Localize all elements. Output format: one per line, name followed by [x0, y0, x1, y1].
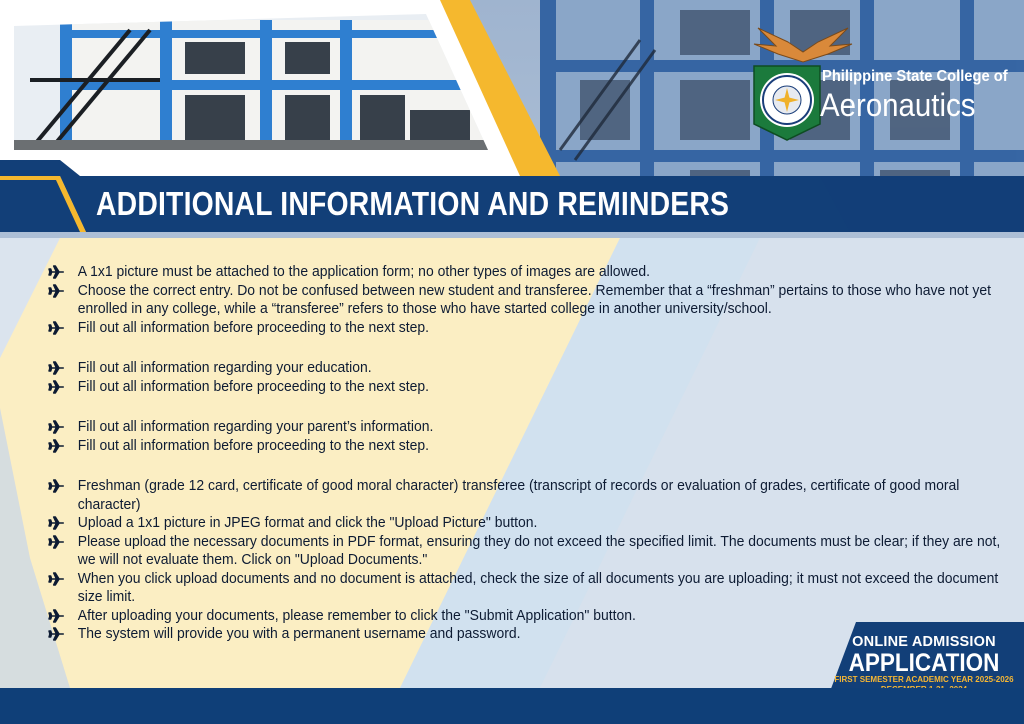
reminder-text: Fill out all information before proceeding to the next step. — [77, 318, 430, 336]
reminder-text: Upload a 1x1 picture in JPEG format and click the "Upload Picture" button. — [77, 514, 538, 531]
airplane-icon — [48, 419, 65, 435]
reminder-text: The system will provide you with a permanent username and password. — [77, 625, 521, 642]
reminder-item — [48, 359, 1008, 378]
group-spacer — [48, 337, 998, 359]
reminder-item — [48, 282, 1008, 319]
badge-application: APPLICATION — [848, 649, 1000, 677]
group-spacer — [48, 396, 998, 418]
airplane-icon — [48, 515, 65, 531]
logo-text-aeronautics: Aeronautics — [820, 87, 976, 123]
airplane-icon — [48, 360, 65, 376]
airplane-icon — [48, 379, 65, 395]
logo-text-college: Philippine State College of — [822, 68, 1008, 85]
reminder-item — [48, 263, 1008, 282]
airplane-icon — [48, 626, 65, 642]
group-spacer — [48, 455, 998, 477]
airplane-icon — [48, 478, 65, 494]
reminder-text: Freshman (grade 12 card, certificate of good moral character) transferee (transcript of records or evaluation of grades, certificate of good moral character) — [77, 477, 960, 513]
badge-semester: FIRST SEMESTER ACADEMIC YEAR 2025-2026 — [834, 675, 1014, 684]
reminder-text: Please upload the necessary documents in PDF format, ensuring they do not exceed the specified limit. The documents must be clear; if they are not, we will not evaluate them. Click on "Upload Documents." — [77, 532, 1001, 568]
airplane-icon — [48, 264, 65, 280]
reminder-text: Fill out all information before proceeding to the next step. — [77, 436, 430, 454]
reminder-item — [48, 514, 1008, 533]
airplane-icon — [48, 320, 65, 336]
reminder-text: Choose the correct entry. Do not be confused between new student and transferee. Remember that a “freshman” pertains to those who have not yet enrolled in any college, while a “transferee” refers to those who have started college in another university/school. — [77, 281, 991, 317]
reminder-item — [48, 378, 1008, 397]
reminder-text: Fill out all information regarding your parent’s information. — [77, 418, 434, 435]
reminders-list — [48, 263, 1001, 644]
reminder-item — [48, 570, 1008, 607]
reminder-item — [48, 477, 1008, 514]
airplane-icon — [48, 608, 65, 624]
reminder-item — [48, 319, 1008, 338]
reminder-item — [48, 418, 1008, 437]
reminder-text: Fill out all information before proceeding to the next step. — [77, 377, 430, 395]
airplane-icon — [48, 571, 65, 587]
badge-online-admission: ONLINE ADMISSION — [852, 634, 996, 650]
reminder-item — [48, 533, 1008, 570]
page-title: ADDITIONAL INFORMATION AND REMINDERS — [96, 185, 730, 222]
reminder-text: Fill out all information regarding your education. — [77, 359, 372, 376]
bottom-bar — [0, 688, 1024, 724]
airplane-icon — [48, 438, 65, 454]
airplane-icon — [48, 283, 65, 299]
reminder-item — [48, 437, 1008, 456]
reminder-text: When you click upload documents and no document is attached, check the size of all documents you are uploading; it must not exceed the document size limit. — [77, 569, 999, 605]
airplane-icon — [48, 534, 65, 550]
reminder-text: A 1x1 picture must be attached to the application form; no other types of images are allowed. — [77, 263, 651, 280]
reminder-text: After uploading your documents, please remember to click the "Submit Application" button. — [77, 606, 636, 624]
